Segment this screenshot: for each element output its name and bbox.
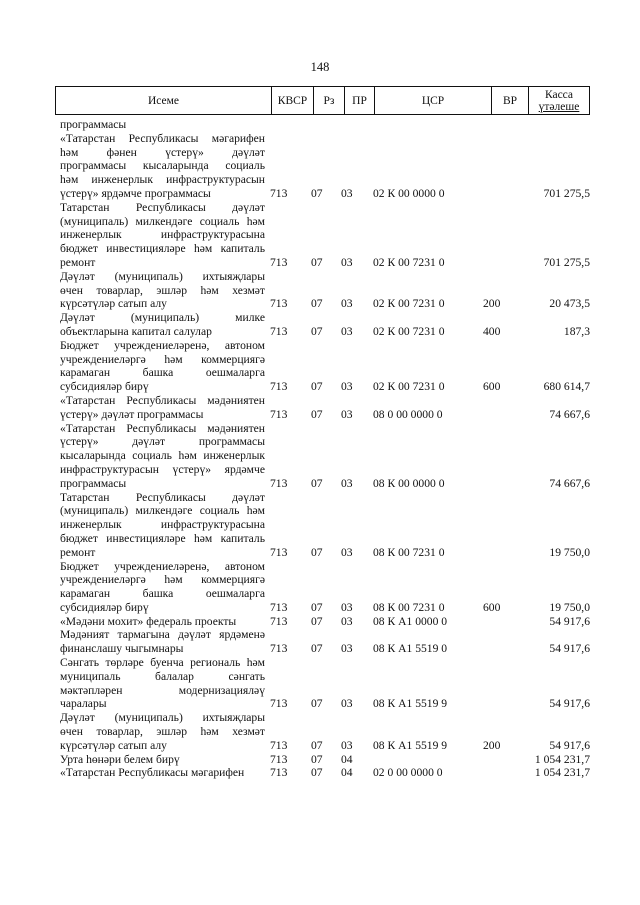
header-name: Исеме	[147, 94, 180, 107]
row-name-line: Мәдәният тармагына дәүләт ярдәменә	[60, 628, 265, 642]
row-name-line: өчен товарлар, эшләр һәм хезмәт	[60, 283, 265, 297]
row-name	[60, 711, 265, 752]
row-name	[60, 628, 265, 656]
row-kvsr: 713	[270, 380, 288, 394]
row-csr: 08 К А1 5519 9	[373, 738, 448, 752]
table-row	[60, 628, 590, 656]
row-name-line: (муниципаль) милкендәге социаль һәм	[60, 214, 265, 228]
header-csr: ЦСР	[374, 87, 491, 114]
row-rz: 07	[311, 614, 323, 628]
row-name-line: кысаларында социаль һәм инженерлык	[60, 449, 265, 463]
table-row	[60, 766, 590, 780]
row-csr: 08 0 00 0000 0	[373, 407, 443, 421]
row-kvsr: 713	[270, 476, 288, 490]
row-sum: 19 750,0	[549, 600, 590, 614]
row-name	[60, 656, 265, 711]
row-sum: 54 917,6	[549, 738, 590, 752]
table-row	[60, 311, 590, 339]
row-name-line: субсидияләр бирү	[60, 600, 149, 614]
row-csr: 02 К 00 7231 0	[373, 324, 445, 338]
row-pr: 03	[341, 600, 353, 614]
row-sum: 1 054 231,7	[534, 752, 590, 766]
row-name-line: финанслашу чыгымнары	[60, 642, 184, 656]
row-pr: 03	[341, 255, 353, 269]
row-name-line: чаралары	[60, 697, 107, 711]
table-row	[60, 201, 590, 270]
row-pr: 03	[341, 324, 353, 338]
row-name-line: Татарстан Республикасы дәүләт	[60, 490, 265, 504]
row-kvsr: 713	[270, 752, 288, 766]
row-kvsr: 713	[270, 297, 288, 311]
row-csr: 08 К 00 0000 0	[373, 476, 445, 490]
row-sum: 20 473,5	[549, 297, 590, 311]
row-pr: 04	[341, 752, 353, 766]
row-name-line: мәктәпләрен модернизацияләү	[60, 683, 265, 697]
row-sum: 54 917,6	[549, 697, 590, 711]
row-name	[60, 339, 265, 394]
row-name-line: объектларына капитал салулар	[60, 324, 212, 338]
row-csr: 02 К 00 7231 0	[373, 380, 445, 394]
table-row	[60, 753, 590, 767]
row-name-line: Бюджет учреждениеләренә, автоном	[60, 559, 265, 573]
row-rz: 07	[311, 380, 323, 394]
row-name-line: бюджет инвестицияләре һәм капиталь	[60, 531, 265, 545]
table-row	[60, 270, 590, 311]
header-kvsr: КВСР	[271, 87, 313, 114]
row-pr: 03	[341, 297, 353, 311]
row-sum: 54 917,6	[549, 642, 590, 656]
table-row	[60, 711, 590, 752]
row-name-line: карамаган башка оешмаларга	[60, 366, 265, 380]
row-name-line: «Татарстан Республикасы мәдәниятен	[60, 393, 265, 407]
row-pr: 03	[341, 738, 353, 752]
row-rz: 07	[311, 186, 323, 200]
row-rz: 07	[311, 324, 323, 338]
row-kvsr: 713	[270, 545, 288, 559]
row-kvsr: 713	[270, 697, 288, 711]
table-row	[60, 394, 590, 422]
row-rz: 07	[311, 297, 323, 311]
header-pr: ПР	[344, 87, 374, 114]
row-rz: 07	[311, 642, 323, 656]
header-rz: Рз	[313, 87, 344, 114]
row-name-line: инженерлык инфраструктурасына	[60, 518, 265, 532]
row-name	[60, 615, 265, 629]
row-kvsr: 713	[270, 600, 288, 614]
row-kvsr: 713	[270, 186, 288, 200]
row-name	[60, 422, 265, 491]
table-row	[60, 560, 590, 615]
row-pr: 03	[341, 545, 353, 559]
row-name	[60, 132, 265, 201]
row-name-line: учреждениеләргә һәм коммерциягә	[60, 573, 265, 587]
row-name	[60, 118, 265, 132]
table-row	[60, 491, 590, 560]
row-name-line: Бюджет учреждениеләренә, автоном	[60, 338, 265, 352]
row-name-line: «Татарстан Республикасы мәгарифен	[60, 766, 245, 780]
row-pr: 03	[341, 642, 353, 656]
row-name-line: күрсәтүләр сатып алу	[60, 297, 167, 311]
row-name-line: инфраструктурасын үстерү» ярдәмче	[60, 462, 265, 476]
table-header	[55, 86, 590, 115]
row-csr: 08 К 00 7231 0	[373, 545, 445, 559]
row-csr: 08 К А1 5519 0	[373, 642, 448, 656]
row-name-line: Дәүләт (муниципаль) милке	[60, 311, 265, 325]
row-name	[60, 753, 265, 767]
row-kvsr: 713	[270, 614, 288, 628]
row-name-line: бюджет инвестицияләре һәм капиталь	[60, 242, 265, 256]
row-csr: 08 К 00 7231 0	[373, 600, 445, 614]
row-sum: 187,3	[563, 324, 590, 338]
row-rz: 07	[311, 752, 323, 766]
row-name-line: субсидияләр бирү	[60, 380, 149, 394]
row-kvsr: 713	[270, 407, 288, 421]
row-name	[60, 560, 265, 615]
row-sum: 74 667,6	[549, 476, 590, 490]
table-row	[60, 339, 590, 394]
row-name-line: Дәүләт (муниципаль) ихтыяҗлары	[60, 269, 265, 283]
row-rz: 07	[311, 697, 323, 711]
row-sum: 74 667,6	[549, 407, 590, 421]
row-rz: 07	[311, 255, 323, 269]
row-name-line: Сәнгать төрләре буенча региональ һәм	[60, 656, 265, 670]
row-csr: 08 К А1 5519 9	[373, 697, 448, 711]
row-kvsr: 713	[270, 766, 288, 780]
row-kvsr: 713	[270, 642, 288, 656]
header-kassa-top: Касса	[544, 88, 574, 101]
row-vr: 600	[483, 380, 501, 394]
row-name-line: үстерү» ярдәмче программасы	[60, 186, 211, 200]
row-name-line: программасы	[60, 118, 127, 131]
row-rz: 07	[311, 600, 323, 614]
table-row	[60, 656, 590, 711]
row-name-line: Урта һөнәри белем бирү	[60, 752, 180, 766]
row-name	[60, 311, 265, 339]
row-csr: 02 К 00 7231 0	[373, 297, 445, 311]
row-vr: 400	[483, 324, 501, 338]
row-name-line: инженерлык инфраструктурасына	[60, 228, 265, 242]
row-name-line: ремонт	[60, 545, 96, 559]
row-name	[60, 270, 265, 311]
row-sum: 701 275,5	[543, 186, 590, 200]
row-name-line: карамаган башка оешмаларга	[60, 587, 265, 601]
row-rz: 07	[311, 766, 323, 780]
row-name-line: үстерү» дәүләт программасы	[60, 407, 204, 421]
row-name	[60, 766, 265, 780]
row-csr: 02 К 00 0000 0	[373, 186, 445, 200]
row-rz: 07	[311, 476, 323, 490]
row-name-line: күрсәтүләр сатып алу	[60, 738, 167, 752]
row-name-line: үстерү» дәүләт программасы	[60, 435, 265, 449]
row-kvsr: 713	[270, 324, 288, 338]
row-name-line: «Татарстан Республикасы мәгарифен	[60, 131, 265, 145]
row-sum: 54 917,6	[549, 614, 590, 628]
row-kvsr: 713	[270, 255, 288, 269]
row-csr: 08 К А1 0000 0	[373, 614, 448, 628]
row-sum: 701 275,5	[543, 255, 590, 269]
row-pr: 03	[341, 407, 353, 421]
row-pr: 03	[341, 380, 353, 394]
row-vr: 200	[483, 297, 501, 311]
row-sum: 680 614,7	[543, 380, 590, 394]
row-rz: 07	[311, 738, 323, 752]
header-kassa	[528, 87, 589, 114]
row-rz: 07	[311, 545, 323, 559]
row-name-line: Татарстан Республикасы дәүләт	[60, 200, 265, 214]
table-row	[60, 615, 590, 629]
row-name-line: муниципаль балалар сәнгать	[60, 669, 265, 683]
row-pr: 03	[341, 697, 353, 711]
table-row	[60, 132, 590, 201]
row-rz: 07	[311, 407, 323, 421]
row-name-line: һәм инженерлык инфраструктурасын	[60, 173, 265, 187]
row-name-line: «Татарстан Республикасы мәдәниятен	[60, 421, 265, 435]
row-name-line: ремонт	[60, 255, 96, 269]
row-name-line: учреждениеләргә һәм коммерциягә	[60, 352, 265, 366]
row-pr: 03	[341, 614, 353, 628]
header-kassa-bottom: үтәлеше	[538, 100, 580, 113]
row-kvsr: 713	[270, 738, 288, 752]
row-name	[60, 491, 265, 560]
row-sum: 19 750,0	[549, 545, 590, 559]
row-pr: 03	[341, 186, 353, 200]
row-name-line: Дәүләт (муниципаль) ихтыяҗлары	[60, 711, 265, 725]
table-body	[60, 118, 590, 780]
row-pr: 03	[341, 476, 353, 490]
row-name	[60, 394, 265, 422]
row-csr: 02 0 00 0000 0	[373, 766, 443, 780]
row-vr: 600	[483, 600, 501, 614]
table-row	[60, 118, 590, 132]
row-sum: 1 054 231,7	[534, 766, 590, 780]
row-vr: 200	[483, 738, 501, 752]
row-pr: 04	[341, 766, 353, 780]
header-vr: ВР	[491, 87, 528, 114]
page-number: 148	[310, 60, 330, 74]
row-name	[60, 201, 265, 270]
row-csr: 02 К 00 7231 0	[373, 255, 445, 269]
row-name-line: программасы кысаларында социаль	[60, 159, 265, 173]
row-name-line: «Мәдәни мохит» федераль проекты	[60, 614, 237, 628]
row-name-line: (муниципаль) милкендәге социаль һәм	[60, 504, 265, 518]
table-row	[60, 422, 590, 491]
row-name-line: программасы	[60, 476, 127, 490]
row-name-line: һәм фәнен үстерү» дәүләт	[60, 145, 265, 159]
row-name-line: өчен товарлар, эшләр һәм хезмәт	[60, 725, 265, 739]
